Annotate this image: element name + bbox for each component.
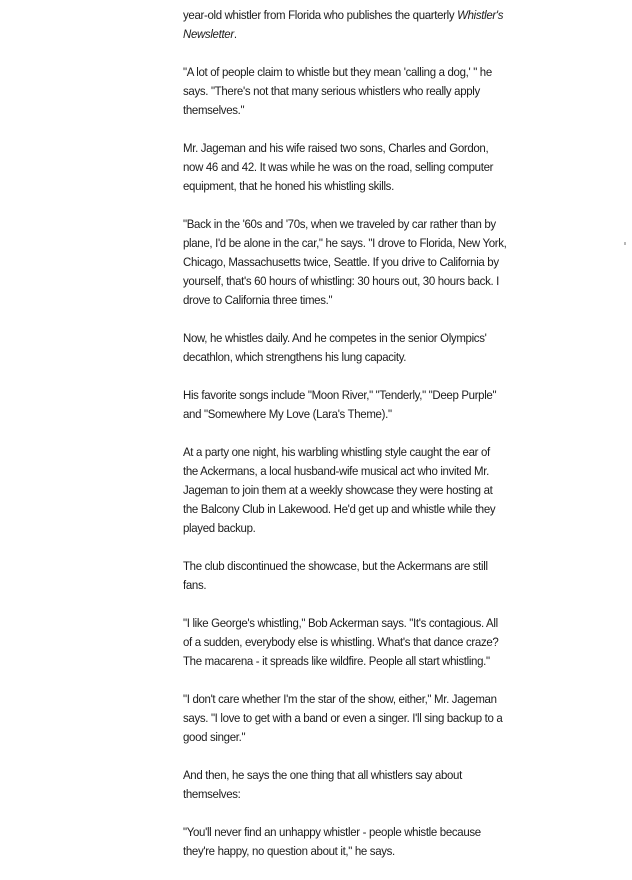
paragraph-star-of-show: "I don't care whether I'm the star of the show, either," Mr. Jageman says. "I love to get with a band or even a singer. I'll sing backup to a good singer." <box>183 692 503 744</box>
paragraph-road-trips: "Back in the '60s and '70s, when we traveled by car rather than by plane, I'd be alone in the car," he says. "I drove to Florida, New York, Chicago, Massachusetts twice, Seattle. If you drive to California by yourself, that's 60 hours of whistling: 30 hours out, 30 hours back. I drove to California three times." <box>183 217 507 307</box>
paragraph-daily-whistling: Now, he whistles daily. And he competes in the senior Olympics' decathlon, which strengthens his lung capacity. <box>183 331 487 364</box>
paragraph-bob-quote: "I like George's whistling," Bob Ackerman says. "It's contagious. All of a sudden, everybody else is whistling. What's that dance craze? The macarena - it spreads like wildfire. People all start whistling." <box>183 616 499 668</box>
paragraph-ackermans: At a party one night, his warbling whistling style caught the ear of the Ackermans, a local husband-wife musical act who invited Mr. Jageman to join them at a weekly showcase they were hosting at the Balcony Club in Lakewood. He'd get up and whistle while they played backup. <box>183 445 496 535</box>
paragraph-happy-whistler: "You'll never find an unhappy whistler - people whistle because they're happy, no question about it," he says. <box>183 825 481 858</box>
scan-speck <box>624 242 626 245</box>
paragraph-one-thing: And then, he says the one thing that all whistlers say about themselves: <box>183 768 462 801</box>
paragraph-favorite-songs: His favorite songs include "Moon River," "Tenderly," "Deep Purple" and "Somewhere My Love (Lara's Theme)." <box>183 388 497 421</box>
intro-paragraph <box>183 6 507 44</box>
intro-end: . <box>233 27 237 41</box>
intro-text: year-old whistler from Florida who publishes the quarterly <box>183 8 458 22</box>
article-body <box>183 6 507 880</box>
paragraph-showcase: The club discontinued the showcase, but the Ackermans are still fans. <box>183 559 488 592</box>
paragraph-family: Mr. Jageman and his wife raised two sons, Charles and Gordon, now 46 and 42. It was while he was on the road, selling computer equipment, that he honed his whistling skills. <box>183 141 494 193</box>
newsletter-title: Whistler's Newsletter <box>183 8 504 41</box>
paragraph-calling-a-dog: "A lot of people claim to whistle but they mean 'calling a dog,' " he says. "There's not that many serious whistlers who really apply themselves." <box>183 65 492 117</box>
